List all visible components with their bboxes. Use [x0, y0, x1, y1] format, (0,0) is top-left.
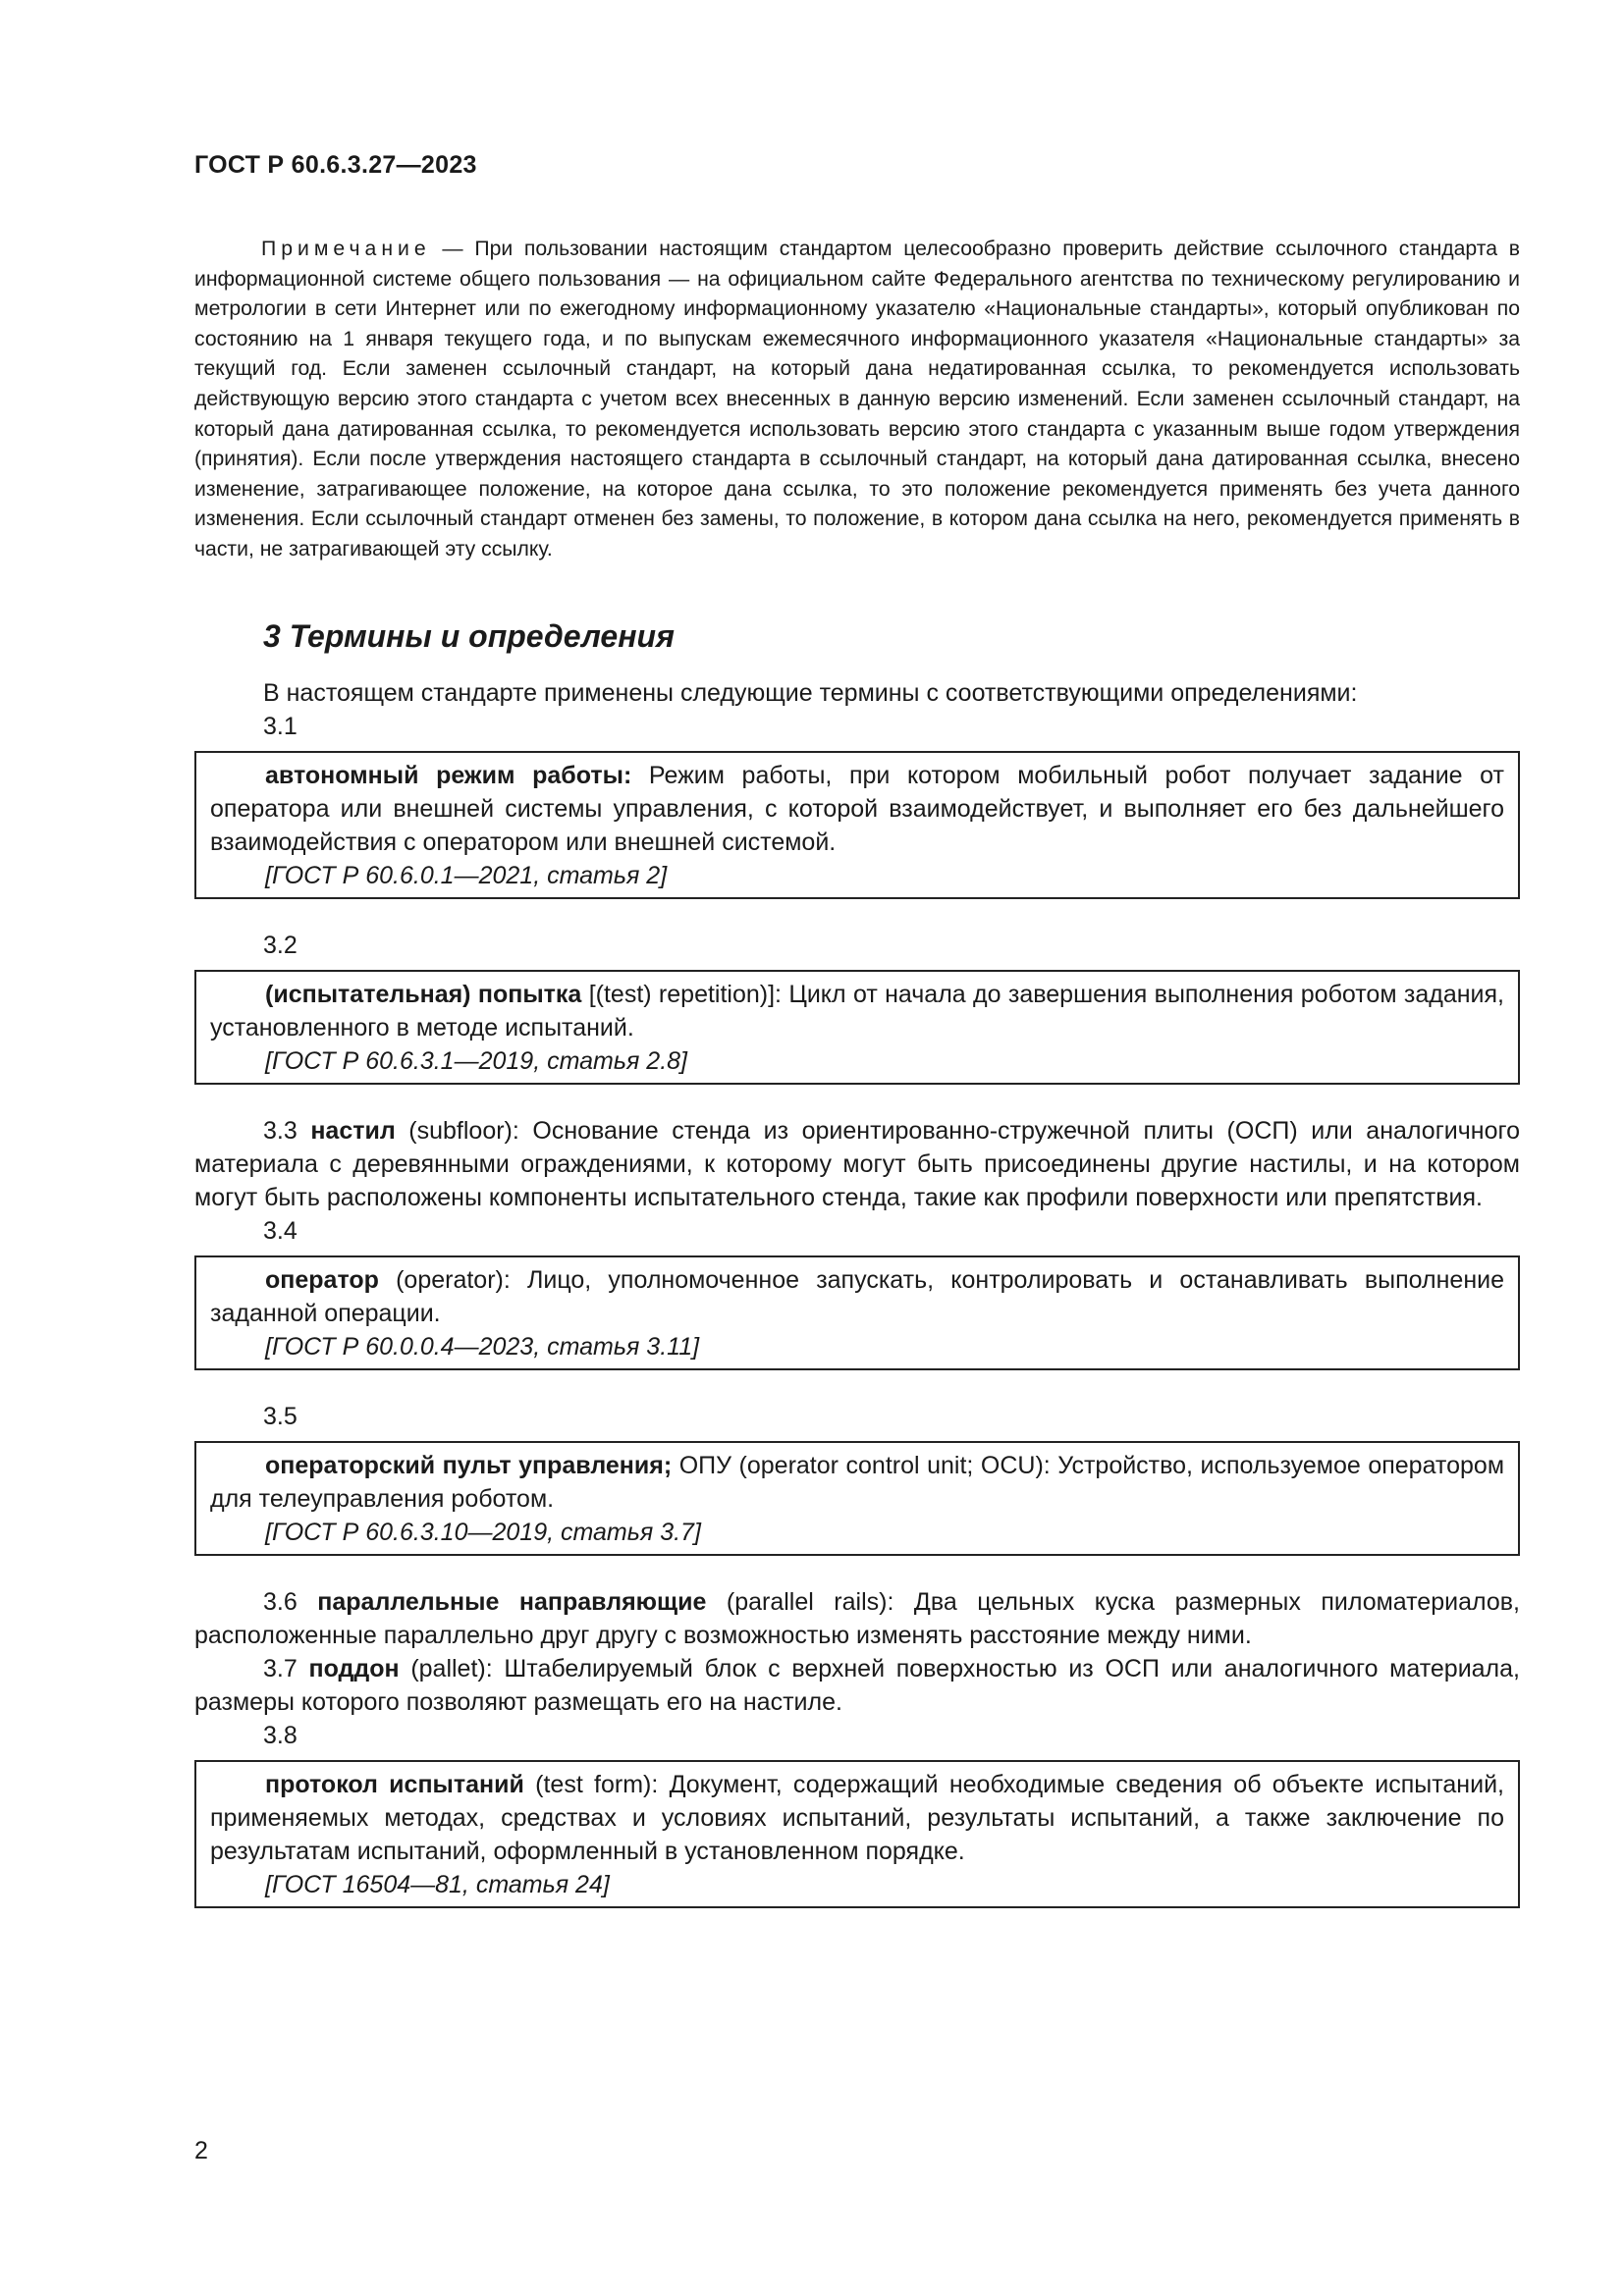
term-definition-3-5 — [210, 1449, 1504, 1516]
term-name-3-7: поддон — [308, 1654, 400, 1682]
section-intro: В настоящем стандарте применены следующие термины с соответствующими определениями: — [263, 678, 1358, 707]
term-name-3-5: операторский пульт управления; — [265, 1451, 673, 1479]
term-paragraph-3-3 — [194, 1114, 1520, 1214]
term-box-3-5 — [194, 1441, 1520, 1556]
term-number-3-6: 3.6 — [263, 1587, 298, 1616]
term-definition-3-1 — [210, 759, 1504, 859]
section-title: 3 Термины и определения — [263, 617, 675, 654]
term-number-3-2: 3.2 — [263, 931, 298, 959]
term-number-3-3: 3.3 — [263, 1116, 298, 1145]
term-source-3-1: [ГОСТ Р 60.6.0.1—2021, статья 2] — [265, 861, 668, 889]
term-definition-3-8 — [210, 1768, 1504, 1868]
term-name-3-1: автономный режим работы: — [265, 761, 632, 789]
term-box-3-2 — [194, 970, 1520, 1085]
note-paragraph — [194, 235, 1520, 565]
term-box-3-1 — [194, 751, 1520, 899]
term-number-3-8: 3.8 — [263, 1721, 298, 1749]
term-name-3-8: протокол испытаний — [265, 1770, 524, 1798]
term-definition-3-2 — [210, 978, 1504, 1044]
term-name-3-6: параллельные направляющие — [317, 1587, 707, 1616]
term-text-3-5: ОПУ (operator control unit; OCU): Устройство, используемое оператором для телеуправления роботом. — [210, 1451, 1505, 1513]
term-source-3-4: [ГОСТ Р 60.0.0.4—2023, статья 3.11] — [265, 1332, 700, 1361]
term-definition-3-4 — [210, 1263, 1504, 1330]
term-text-3-3: (subfloor): Основание стенда из ориентированно-стружечной плиты (ОСП) или аналогичного материала с деревянными ограждениями, к которому могут быть присоединены другие настилы, и на котором могут быть расположены компоненты испытательного стенда, такие как профили поверхности или препятствия. — [194, 1116, 1520, 1211]
page-number: 2 — [194, 2137, 208, 2164]
term-paragraph-3-7 — [194, 1652, 1520, 1719]
term-text-3-4: (operator): Лицо, уполномоченное запускать, контролировать и останавливать выполнение заданной операции. — [210, 1265, 1504, 1327]
term-text-3-7: (pallet): Штабелируемый блок с верхней поверхностью из ОСП или аналогичного материала, размеры которого позволяют размещать его на настиле. — [194, 1654, 1520, 1716]
term-source-3-2: [ГОСТ Р 60.6.3.1—2019, статья 2.8] — [265, 1046, 688, 1075]
term-text-3-1: Режим работы, при котором мобильный робот получает задание от оператора или внешней системы управления, с которой взаимодействует, и выполняет его без дальнейшего взаимодействия с оператором или внешней системой. — [210, 761, 1504, 856]
note-lead: Примечание — [261, 238, 431, 260]
term-box-3-8 — [194, 1760, 1520, 1908]
term-number-3-5: 3.5 — [263, 1402, 298, 1430]
term-source-3-5: [ГОСТ Р 60.6.3.10—2019, статья 3.7] — [265, 1518, 701, 1546]
term-box-3-4 — [194, 1255, 1520, 1370]
term-name-3-4: оператор — [265, 1265, 379, 1294]
term-text-3-2: [(test) repetition)]: Цикл от начала до завершения выполнения роботом задания, установленного в методе испытаний. — [210, 980, 1504, 1041]
term-name-3-2: (испытательная) попытка — [265, 980, 582, 1008]
term-number-3-1: 3.1 — [263, 712, 298, 740]
document-page — [194, 137, 1520, 1908]
term-text-3-8: (test form): Документ, содержащий необходимые сведения об объекте испытаний, применяемых методах, средствах и условиях испытаний, результаты испытаний, а также заключение по результатам испытаний, оформленный в установленном порядке. — [210, 1770, 1504, 1865]
term-number-3-4: 3.4 — [263, 1216, 298, 1245]
term-name-3-3: настил — [310, 1116, 396, 1145]
term-paragraph-3-6 — [194, 1585, 1520, 1652]
term-number-3-7: 3.7 — [263, 1654, 298, 1682]
note-text: — При пользовании настоящим стандартом целесообразно проверить действие ссылочного стандарта в информационной системе общего пользования — на официальном сайте Федерального агентства по техническому регулированию и метрологии в сети Интернет или по ежегодному информационному указателю «Национальные стандарты», который опубликован по состоянию на 1 января текущего года, и по выпускам ежемесячного информационного указателя «Национальные стандарты» за текущий год. Если заменен ссылочный стандарт, на который дана недатированная ссылка, то рекомендуется использовать действующую версию этого стандарта с учетом всех внесенных в данную версию изменений. Если заменен ссылочный стандарт, на который дана датированная ссылка, то рекомендуется использовать версию этого стандарта с указанным выше годом утверждения (принятия). Если после утверждения настоящего стандарта в ссылочный стандарт, на который дана датированная ссылка, внесено изменение, затрагивающее положение, на которое дана ссылка, то это положение рекомендуется применять без учета данного изменения. Если ссылочный стандарт отменен без замены, то положение, в котором дана ссылка на него, рекомендуется применять в части, не затрагивающей эту ссылку. — [194, 238, 1520, 561]
term-text-3-6: (parallel rails): Два цельных куска размерных пиломатериалов, расположенные параллельно друг другу с возможностью изменять расстояние между ними. — [194, 1587, 1520, 1649]
document-header: ГОСТ Р 60.6.3.27—2023 — [194, 151, 477, 179]
term-source-3-8: [ГОСТ 16504—81, статья 24] — [265, 1870, 610, 1898]
